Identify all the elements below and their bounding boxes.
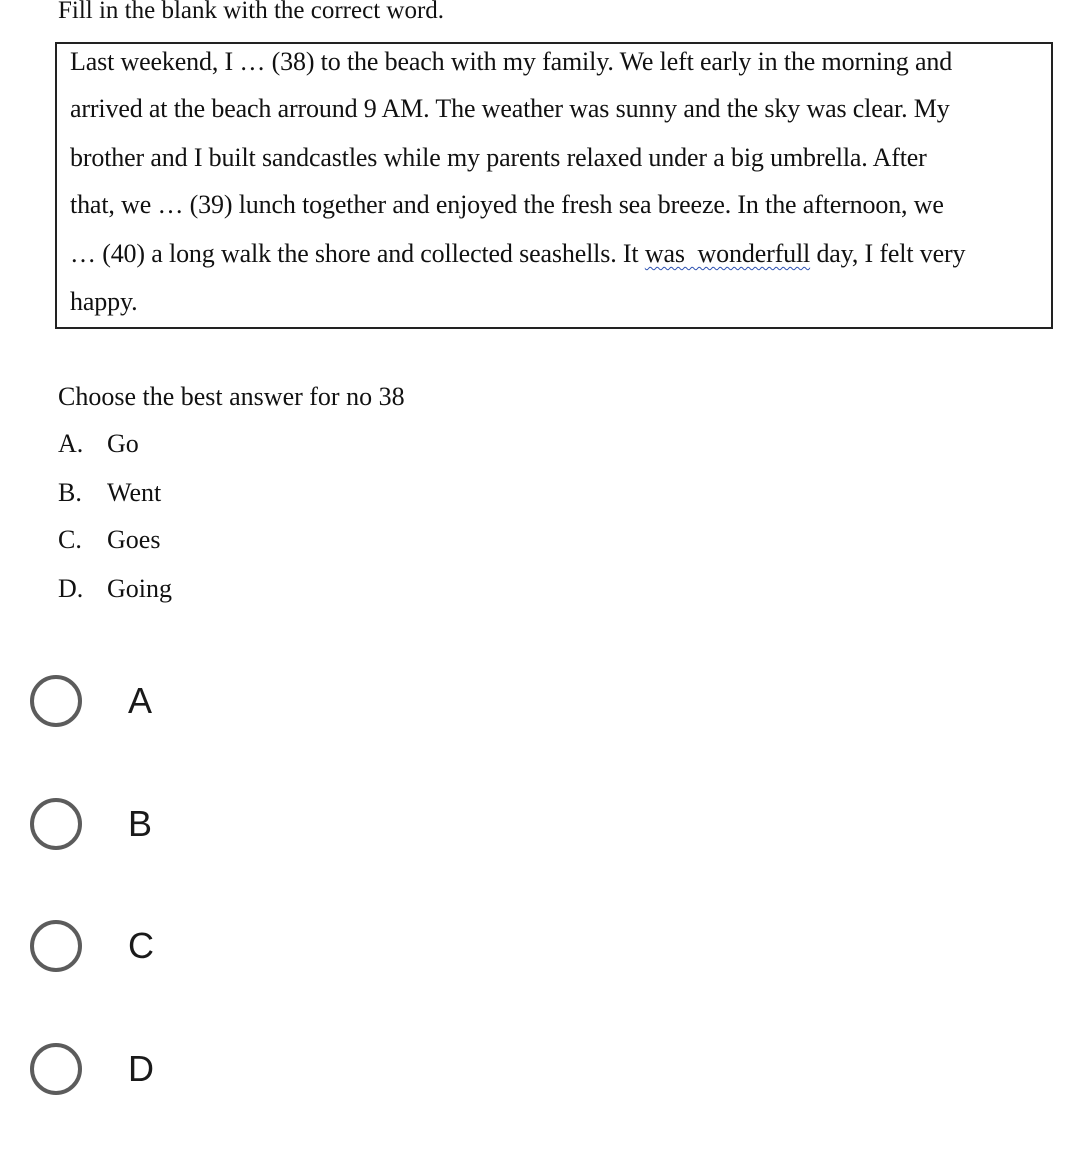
option-letter: C. — [58, 525, 82, 554]
choice-label[interactable]: C — [128, 925, 154, 966]
spellcheck-flagged-text: was wonderfull — [644, 239, 811, 268]
radio-button-b[interactable] — [30, 798, 82, 850]
option-line-a — [58, 427, 139, 461]
option-text: Goes — [107, 525, 161, 554]
choice-d[interactable] — [30, 1043, 330, 1103]
choice-c[interactable] — [30, 920, 330, 980]
passage-line: that, we … (39) lunch together and enjoyed the fresh sea breeze. In the afternoon, we — [70, 190, 944, 219]
option-text: Go — [107, 429, 139, 458]
passage-line — [70, 237, 965, 271]
question-text: Choose the best answer for no 38 — [58, 382, 405, 411]
option-letter: A. — [58, 429, 84, 458]
option-text: Went — [107, 478, 162, 507]
choice-label[interactable]: B — [128, 803, 153, 844]
passage-text: … (40) a long walk the shore and collected seashells. It — [70, 239, 645, 268]
radio-button-d[interactable] — [30, 1043, 82, 1095]
choice-a[interactable] — [30, 675, 330, 735]
passage-line: arrived at the beach arround 9 AM. The weather was sunny and the sky was clear. My — [70, 94, 950, 123]
instruction-text: Fill in the blank with the correct word. — [58, 0, 445, 24]
choice-label[interactable]: D — [128, 1048, 154, 1089]
passage-text: day, I felt very — [810, 239, 966, 268]
option-letter: B. — [58, 478, 82, 507]
option-line-b — [58, 476, 161, 510]
passage-line: Last weekend, I … (38) to the beach with my family. We left early in the morning and — [70, 47, 953, 76]
passage-line: happy. — [70, 287, 138, 316]
passage-line: brother and I built sandcastles while my parents relaxed under a big umbrella. After — [70, 143, 927, 172]
option-text: Going — [107, 574, 172, 603]
choice-b[interactable] — [30, 798, 330, 858]
radio-button-a[interactable] — [30, 675, 82, 727]
radio-button-c[interactable] — [30, 920, 82, 972]
option-letter: D. — [58, 574, 84, 603]
reading-passage — [55, 42, 1053, 329]
choice-label[interactable]: A — [128, 680, 153, 721]
option-line-c — [58, 523, 160, 557]
option-line-d — [58, 572, 172, 606]
